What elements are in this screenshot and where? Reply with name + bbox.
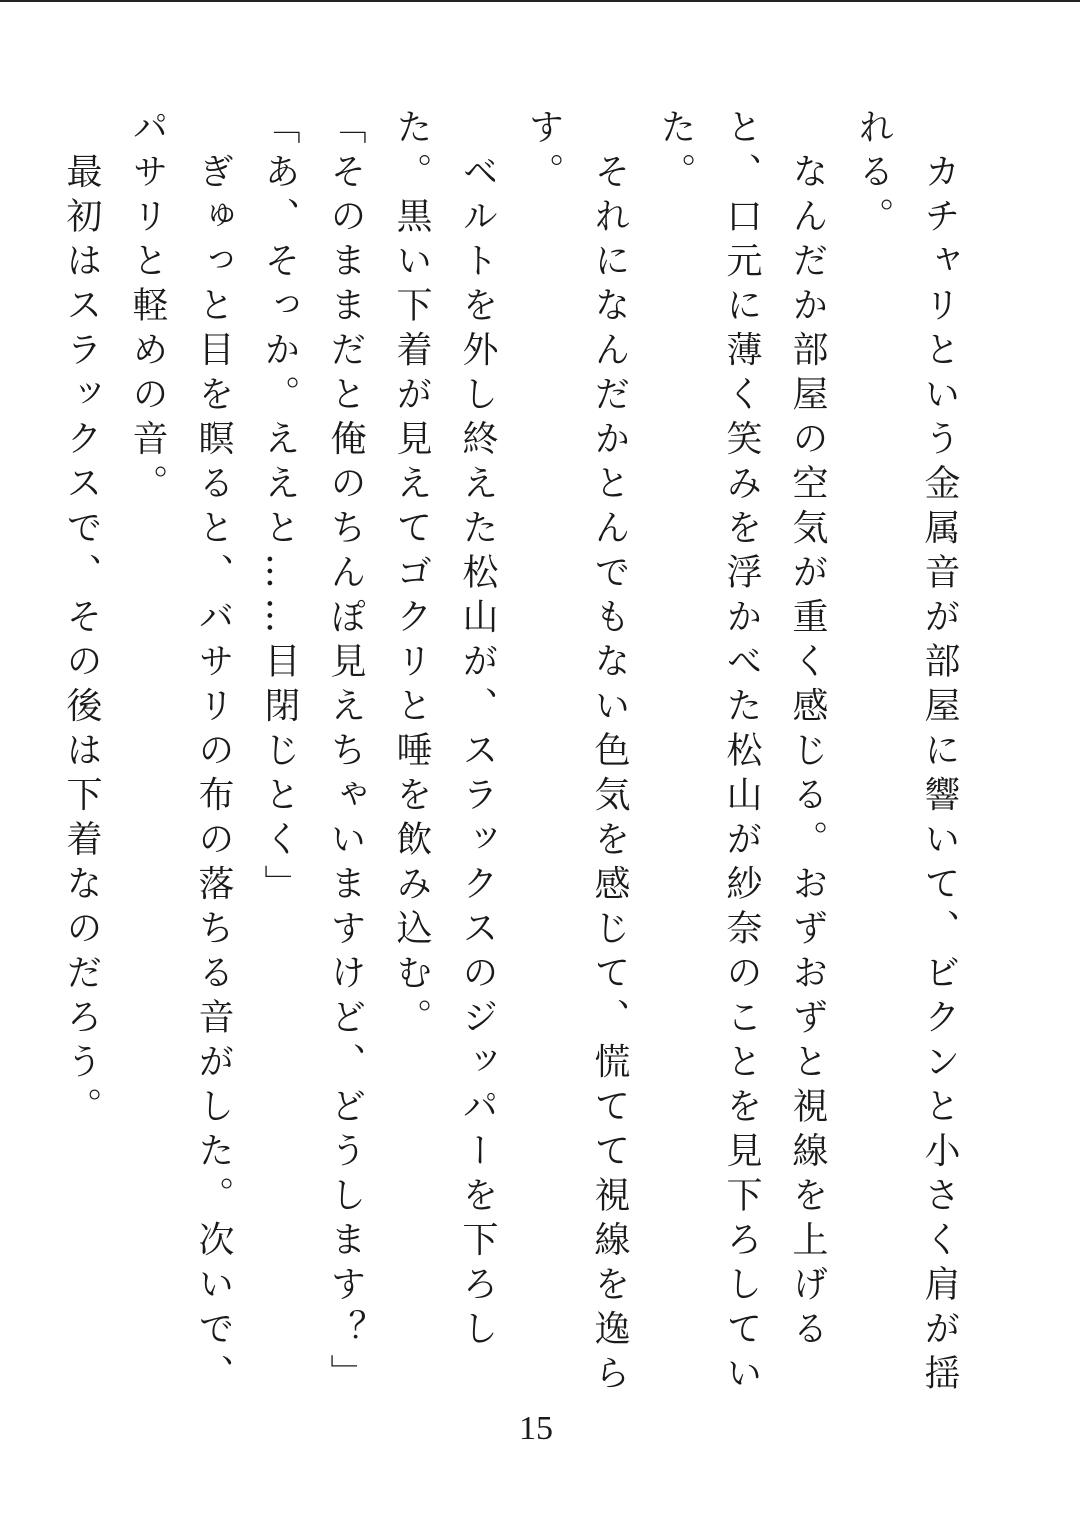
- paragraph-5: 「そのままだと俺のちんぽ見えちゃいますけど、どうします？」: [325, 108, 366, 1399]
- paragraph-4: ベルトを外し終えた松山が、スラックスのジッパーを下ろした。黒い下着が見えてゴクリと唾を飲み込む。: [391, 108, 498, 1354]
- paragraph-7: ぎゅっと目を瞑ると、バサリの布の落ちる音がした。次いで、パサリと軽めの音。: [127, 108, 234, 1399]
- page-number: 15: [519, 1410, 553, 1447]
- paragraph-8: 最初はスラックスで、その後は下着なのだろう。: [61, 108, 102, 1132]
- paragraph-2: なんだか部屋の空気が重く感じる。おずおずと視線を上げると、口元に薄く笑みを浮かべた松山が紗奈のことを見下ろしていた。: [655, 108, 828, 1399]
- paragraph-3: それになんだかとんでもない色気を感じて、慌てて視線を逸らす。: [523, 108, 630, 1399]
- top-border-line: [0, 0, 1080, 2]
- paragraph-1: カチャリという金属音が部屋に響いて、ビクンと小さく肩が揺れる。: [853, 108, 960, 1399]
- paragraph-6: 「あ、そっか。ええと……目閉じとく」: [259, 108, 300, 909]
- novel-body-text: [48, 108, 972, 1440]
